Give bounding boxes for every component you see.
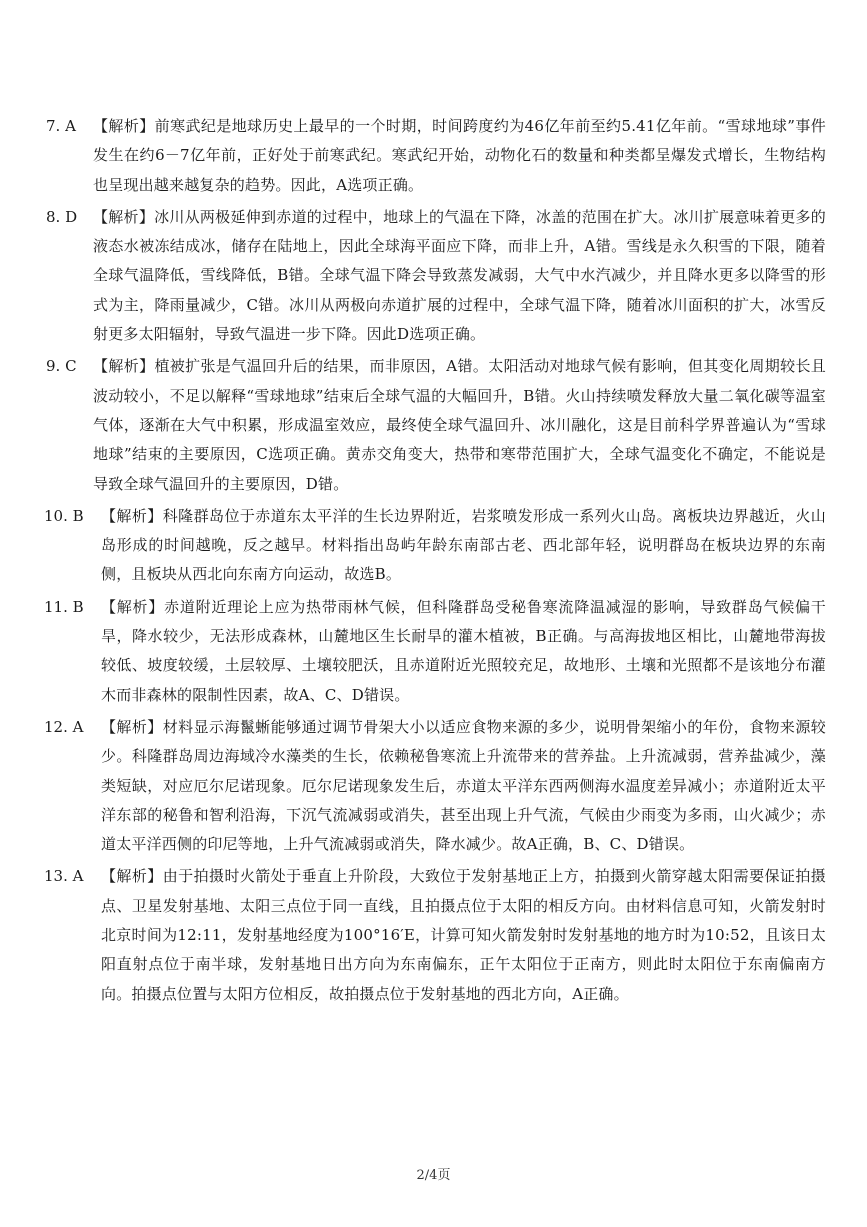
question-number: 9. C xyxy=(46,357,77,376)
page-number: 2/4页 xyxy=(416,1168,451,1183)
answer-item-8 xyxy=(46,203,826,349)
answer-item-13 xyxy=(46,862,826,1008)
answer-item-11 xyxy=(46,593,826,710)
question-number: 12. A xyxy=(44,717,84,736)
answer-explanation: 【解析】材料显示海鬣蜥能够通过调节骨架大小以适应食物来源的多少，说明骨架缩小的年份，食物来源较少。科隆群岛周边海域冷水藻类的生长，依赖秘鲁寒流上升流带来的营养盐。上升流减弱，营养盐减少，藻类短缺，对应厄尔尼诺现象。厄尔尼诺现象发生后，赤道太平洋东西两侧海水温度差异减小；赤道附近太平洋东部的秘鲁和智利沿海，下沉气流减弱或消失，甚至出现上升气流，气候由少雨变为多雨，山火减少；赤道太平洋西侧的印尼等地，上升气流减弱或消失，降水减少。故A正确，B、C、D错误。 xyxy=(101,717,826,854)
question-number: 13. A xyxy=(44,867,84,886)
answer-item-9 xyxy=(46,352,826,498)
answer-item-10 xyxy=(46,502,826,590)
question-number: 10. B xyxy=(44,506,84,525)
answer-explanation: 【解析】科隆群岛位于赤道东太平洋的生长边界附近，岩浆喷发形成一系列火山岛。离板块边界越近，火山岛形成的时间越晚，反之越早。材料指出岛屿年龄东南部古老、西北部年轻，说明群岛在板块边界的东南侧，且板块从西北向东南方向运动，故选B。 xyxy=(101,506,826,584)
answer-explanation: 【解析】冰川从两极延伸到赤道的过程中，地球上的气温在下降，冰盖的范围在扩大。冰川扩展意味着更多的液态水被冻结成冰，储存在陆地上，因此全球海平面应下降，而非上升，A错。雪线是永久积雪的下限，随着全球气温降低，雪线降低，B错。全球气温下降会导致蒸发减弱，大气中水汽减少，并且降水更多以降雪的形式为主，降雨量减少，C错。冰川从两极向赤道扩展的过程中，全球气温下降，随着冰川面积的扩大，冰雪反射更多太阳辐射，导致气温进一步下降。因此D选项正确。 xyxy=(93,207,826,344)
answer-list xyxy=(46,112,826,1012)
question-number: 8. D xyxy=(46,207,78,226)
answer-explanation: 【解析】由于拍摄时火箭处于垂直上升阶段，大致位于发射基地正上方，拍摄到火箭穿越太阳需要保证拍摄点、卫星发射基地、太阳三点位于同一直线，且拍摄点位于太阳的相反方向。由材料信息可知，火箭发射时北京时间为12:11，发射基地经度为100°16′E，计算可知火箭发射时发射基地的地方时为10:52，且该日太阳直射点位于南半球，发射基地日出方向为东南偏东，正午太阳位于正南方，则此时太阳位于东南偏南方向。拍摄点位置与太阳方位相反，故拍摄点位于发射基地的西北方向，A正确。 xyxy=(101,867,826,1003)
answer-explanation: 【解析】植被扩张是气温回升后的结果，而非原因，A错。太阳活动对地球气候有影响，但其变化周期较长且波动较小，不足以解释“雪球地球”结束后全球气温的大幅回升，B错。火山持续喷发释放大量二氧化碳等温室气体，逐渐在大气中积累，形成温室效应，最终使全球气温回升、冰川融化，这是目前科学界普遍认为“雪球地球”结束的主要原因，C选项正确。黄赤交角变大，热带和寒带范围扩大，全球气温变化不确定，不能说是导致全球气温回升的主要原因，D错。 xyxy=(93,357,826,493)
answer-explanation: 【解析】赤道附近理论上应为热带雨林气候，但科隆群岛受秘鲁寒流降温减湿的影响，导致群岛气候偏干旱，降水较少，无法形成森林，山麓地区生长耐旱的灌木植被，B正确。与高海拔地区相比，山麓地带海拔较低、坡度较缓，土层较厚、土壤较肥沃，且赤道附近光照较充足，故地形、土壤和光照都不是该地分布灌木而非森林的限制性因素，故A、C、D错误。 xyxy=(101,597,826,704)
question-number: 7. A xyxy=(46,117,76,135)
answer-explanation: 【解析】前寒武纪是地球历史上最早的一个时期，时间跨度约为46亿年前至约5.41亿年前。“雪球地球”事件发生在约6－7亿年前，正好处于前寒武纪。寒武纪开始，动物化石的数量和种类都呈爆发式增长，生物结构也呈现出越来越复杂的趋势。因此，A选项正确。 xyxy=(93,117,826,194)
question-number: 11. B xyxy=(44,597,84,616)
answer-item-12 xyxy=(46,713,826,859)
answer-item-7 xyxy=(46,112,826,200)
